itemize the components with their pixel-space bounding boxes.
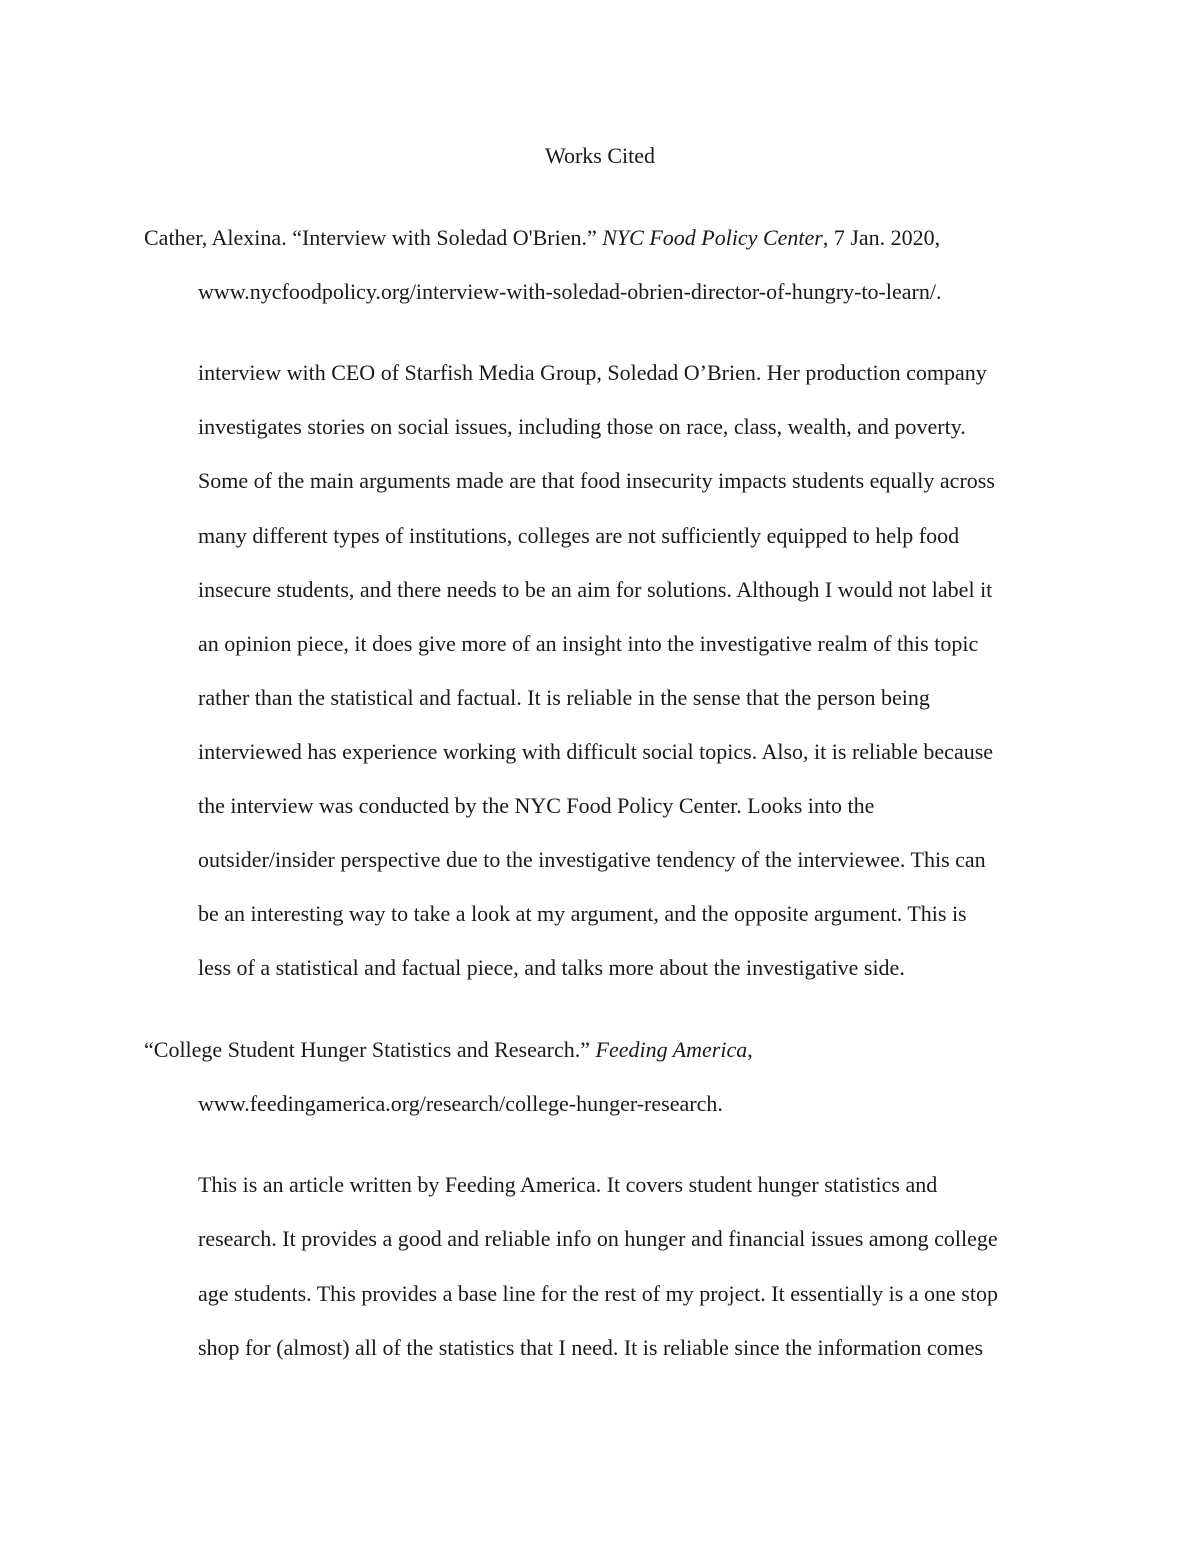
annotation-line: rather than the statistical and factual. It is reliable in the sense that the person being [198,685,930,710]
annotation-line: less of a statistical and factual piece, and talks more about the investigative side. [198,955,905,980]
annotation-line: insecure students, and there needs to be an aim for solutions. Although I would not label it [198,577,993,602]
annotation-line: be an interesting way to take a look at my argument, and the opposite argument. This is [198,901,967,926]
annotation-line: outsider/insider perspective due to the investigative tendency of the interviewee. This can [198,847,986,872]
citation-article-title: “College Student Hunger Statistics and Research.” [144,1037,596,1062]
citation-container: Feeding America [595,1037,748,1062]
citation-details: , [747,1037,753,1062]
citation-container: NYC Food Policy Center [602,225,823,250]
citation-first-line [144,1034,753,1066]
annotation-line: This is an article written by Feeding America. It covers student hunger statistics and [198,1172,938,1197]
annotation-line: Some of the main arguments made are that food insecurity impacts students equally across [198,468,995,493]
annotation-line: interviewed has experience working with difficult social topics. Also, it is reliable because [198,739,994,764]
citation-author: Cather, Alexina. [144,225,293,250]
annotation-line: interview with CEO of Starfish Media Group, Soledad O’Brien. Her production company [198,360,987,385]
annotation-line: an opinion piece, it does give more of an insight into the investigative realm of this topic [198,631,979,656]
citation-first-line [144,222,940,254]
citation-url: www.feedingamerica.org/research/college-hunger-research. [198,1091,723,1116]
annotation-line: research. It provides a good and reliable info on hunger and financial issues among college [198,1226,998,1251]
citation-url: www.nycfoodpolicy.org/interview-with-soledad-obrien-director-of-hungry-to-learn/. [198,279,942,304]
page-title: Works Cited [544,143,656,168]
citation-details: , 7 Jan. 2020, [822,225,941,250]
annotation-line: shop for (almost) all of the statistics that I need. It is reliable since the information comes [198,1335,984,1360]
annotation-line: many different types of institutions, colleges are not sufficiently equipped to help food [198,523,960,548]
citation-article-title: “Interview with Soledad O'Brien.” [292,225,603,250]
annotation-line: investigates stories on social issues, including those on race, class, wealth, and poverty. [198,414,966,439]
annotation-line: age students. This provides a base line for the rest of my project. It essentially is a one stop [198,1281,998,1306]
annotation-line: the interview was conducted by the NYC Food Policy Center. Looks into the [198,793,875,818]
